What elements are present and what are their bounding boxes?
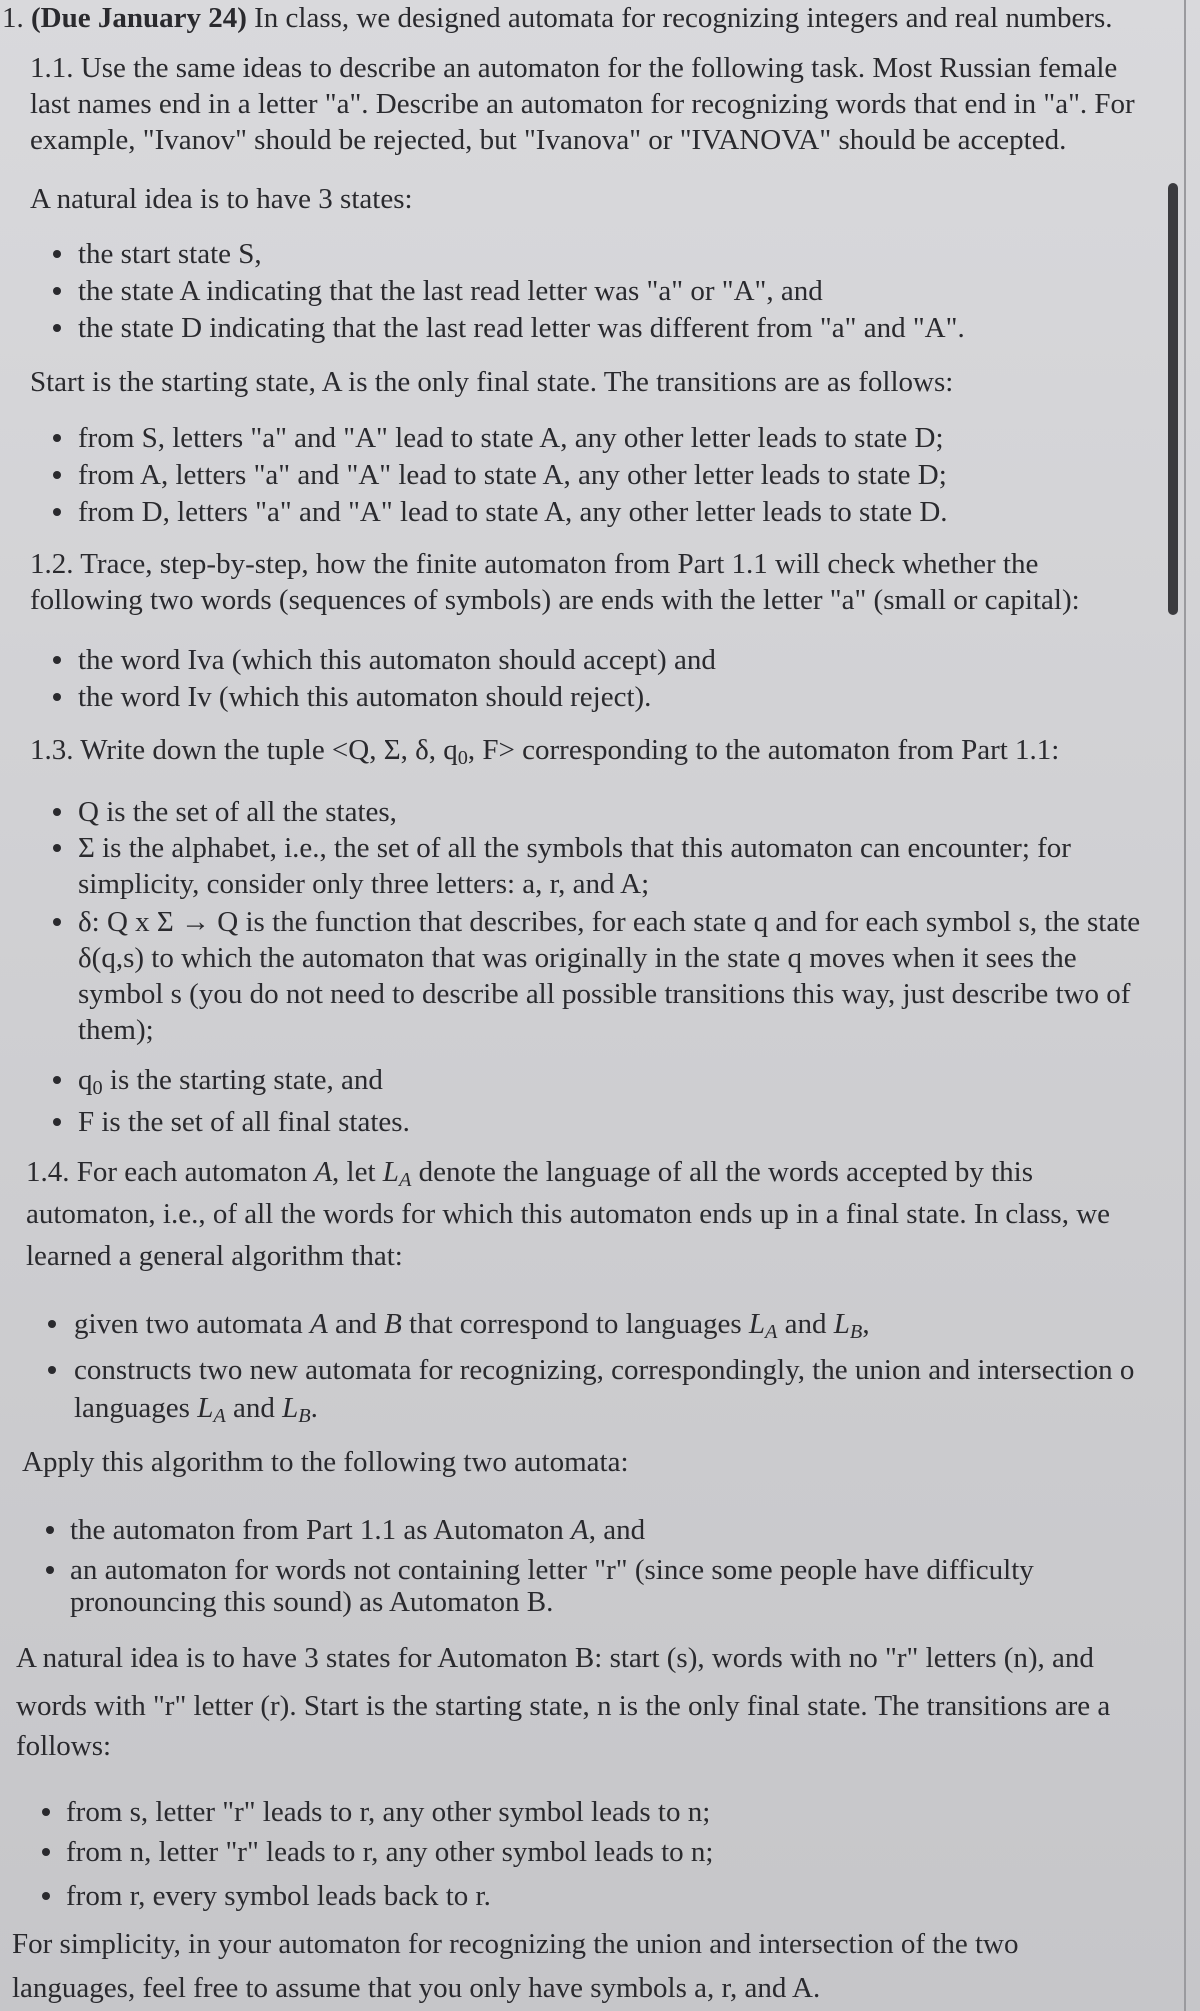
word-item: the word Iv (which this automaton should reject).: [78, 681, 652, 713]
transition-item: from A, letters "a" and "A" lead to state A, any other letter leads to state D;: [78, 459, 947, 491]
tuple-item-delta: δ: Q x Σ → Q is the function that describes, for each state q and for each symbol s, the state: [78, 906, 1141, 938]
bullet: [53, 1076, 61, 1084]
p11-line-2: last names end in a letter "a". Describe an automaton for recognizing words that end in "a". For: [30, 88, 1135, 120]
bullet: [53, 693, 61, 701]
tuple-item-delta-cont: them);: [78, 1014, 154, 1046]
bullet: [53, 808, 61, 816]
bullet: [53, 324, 61, 332]
bullet: [42, 1808, 50, 1816]
apply-text: Apply this algorithm to the following two automata:: [22, 1446, 629, 1478]
bullet: [53, 1118, 61, 1126]
p11-line-1: 1.1. Use the same ideas to describe an automaton for the following task. Most Russian female: [30, 52, 1118, 84]
p11-intro: A natural idea is to have 3 states:: [30, 183, 413, 215]
p14-line-1: 1.4. For each automaton A, let $L_A$ denote the language of all the words accepted by this: [26, 1156, 1034, 1192]
apply-item-2-cont: pronouncing this sound) as Automaton B.: [70, 1586, 554, 1618]
b-transition-item: from n, letter "r" leads to r, any other symbol leads to n;: [66, 1836, 714, 1868]
bullet: [48, 1366, 56, 1374]
p14-line-2: automaton, i.e., of all the words for which this automaton ends up in a final state. In class, we: [26, 1198, 1111, 1230]
tuple-item-sigma: Σ is the alphabet, i.e., the set of all the symbols that this automaton can encounter; for: [78, 832, 1071, 864]
bullet: [53, 918, 61, 926]
problem-header: 1. (Due January 24) In class, we designed automata for recognizing integers and real numbers.: [2, 2, 1113, 34]
bullet: [46, 1566, 54, 1574]
b-transition-item: from s, letter "r" leads to r, any other symbol leads to n;: [66, 1796, 711, 1828]
bullet: [46, 1526, 54, 1534]
state-item: the start state S,: [78, 238, 262, 270]
p13-intro: 1.3. Write down the tuple <Q, Σ, δ, $q_0$, F> corresponding to the automaton from Part 1.1:: [30, 734, 1060, 770]
p11-start-text: Start is the starting state, A is the only final state. The transitions are as follows:: [30, 366, 954, 398]
bullet: [53, 434, 61, 442]
bullet: [48, 1320, 56, 1328]
algo-item-2-cont: languages $L_A$ and $L_B$.: [74, 1392, 318, 1428]
bullet: [53, 287, 61, 295]
bullet: [53, 656, 61, 664]
state-item: the state A indicating that the last read letter was "a" or "A", and: [78, 275, 823, 307]
p12-line-1: 1.2. Trace, step-by-step, how the finite automaton from Part 1.1 will check whether the: [30, 548, 1039, 580]
p12-line-2: following two words (sequences of symbols) are ends with the letter "a" (small or capital):: [30, 584, 1080, 616]
bullet: [42, 1848, 50, 1856]
automaton-b-line-2: words with "r" letter (r). Start is the starting state, n is the only final state. The transitions are a: [16, 1690, 1111, 1722]
bullet: [53, 471, 61, 479]
p11-line-3: example, "Ivanov" should be rejected, but "Ivanova" or "IVANOVA" should be accepted.: [30, 124, 1067, 156]
bullet: [53, 844, 61, 852]
automaton-b-line-1: A natural idea is to have 3 states for Automaton B: start (s), words with no "r" letters (n), and: [16, 1642, 1094, 1674]
tuple-item-delta-cont: symbol s (you do not need to describe all possible transitions this way, just describe two of: [78, 978, 1131, 1010]
state-item: the state D indicating that the last read letter was different from "a" and "A".: [78, 312, 965, 344]
final-line-1: For simplicity, in your automaton for recognizing the union and intersection of the two: [12, 1928, 1019, 1960]
automaton-b-line-3: follows:: [16, 1730, 112, 1762]
tuple-item-q: Q is the set of all the states,: [78, 796, 397, 828]
bullet: [53, 250, 61, 258]
b-transition-item: from r, every symbol leads back to r.: [66, 1880, 491, 1912]
apply-item-2: an automaton for words not containing letter "r" (since some people have difficulty: [70, 1554, 1034, 1586]
algo-item-2: constructs two new automata for recognizing, correspondingly, the union and intersection o: [74, 1354, 1135, 1386]
transition-item: from S, letters "a" and "A" lead to state A, any other letter leads to state D;: [78, 422, 944, 454]
tuple-item-sigma-cont: simplicity, consider only three letters: a, r, and A;: [78, 868, 650, 900]
tuple-item-delta-cont: δ(q,s) to which the automaton that was originally in the state q moves when it sees the: [78, 942, 1077, 974]
scrollbar[interactable]: [1168, 183, 1178, 615]
tuple-item-q0: $q_0$ is the starting state, and: [78, 1064, 383, 1100]
apply-item-1: the automaton from Part 1.1 as Automaton A, and: [70, 1514, 646, 1546]
final-line-2: languages, feel free to assume that you only have symbols a, r, and A.: [12, 1972, 821, 2004]
transition-item: from D, letters "a" and "A" lead to state A, any other letter leads to state D.: [78, 496, 948, 528]
bullet: [53, 508, 61, 516]
algo-item-1: given two automata A and B that correspond to languages $L_A$ and $L_B$,: [74, 1308, 870, 1344]
p14-line-3: learned a general algorithm that:: [26, 1240, 403, 1272]
bullet: [42, 1892, 50, 1900]
page-edge: [1184, 0, 1186, 2011]
tuple-item-f: F is the set of all final states.: [78, 1106, 410, 1138]
word-item: the word Iva (which this automaton should accept) and: [78, 644, 716, 676]
